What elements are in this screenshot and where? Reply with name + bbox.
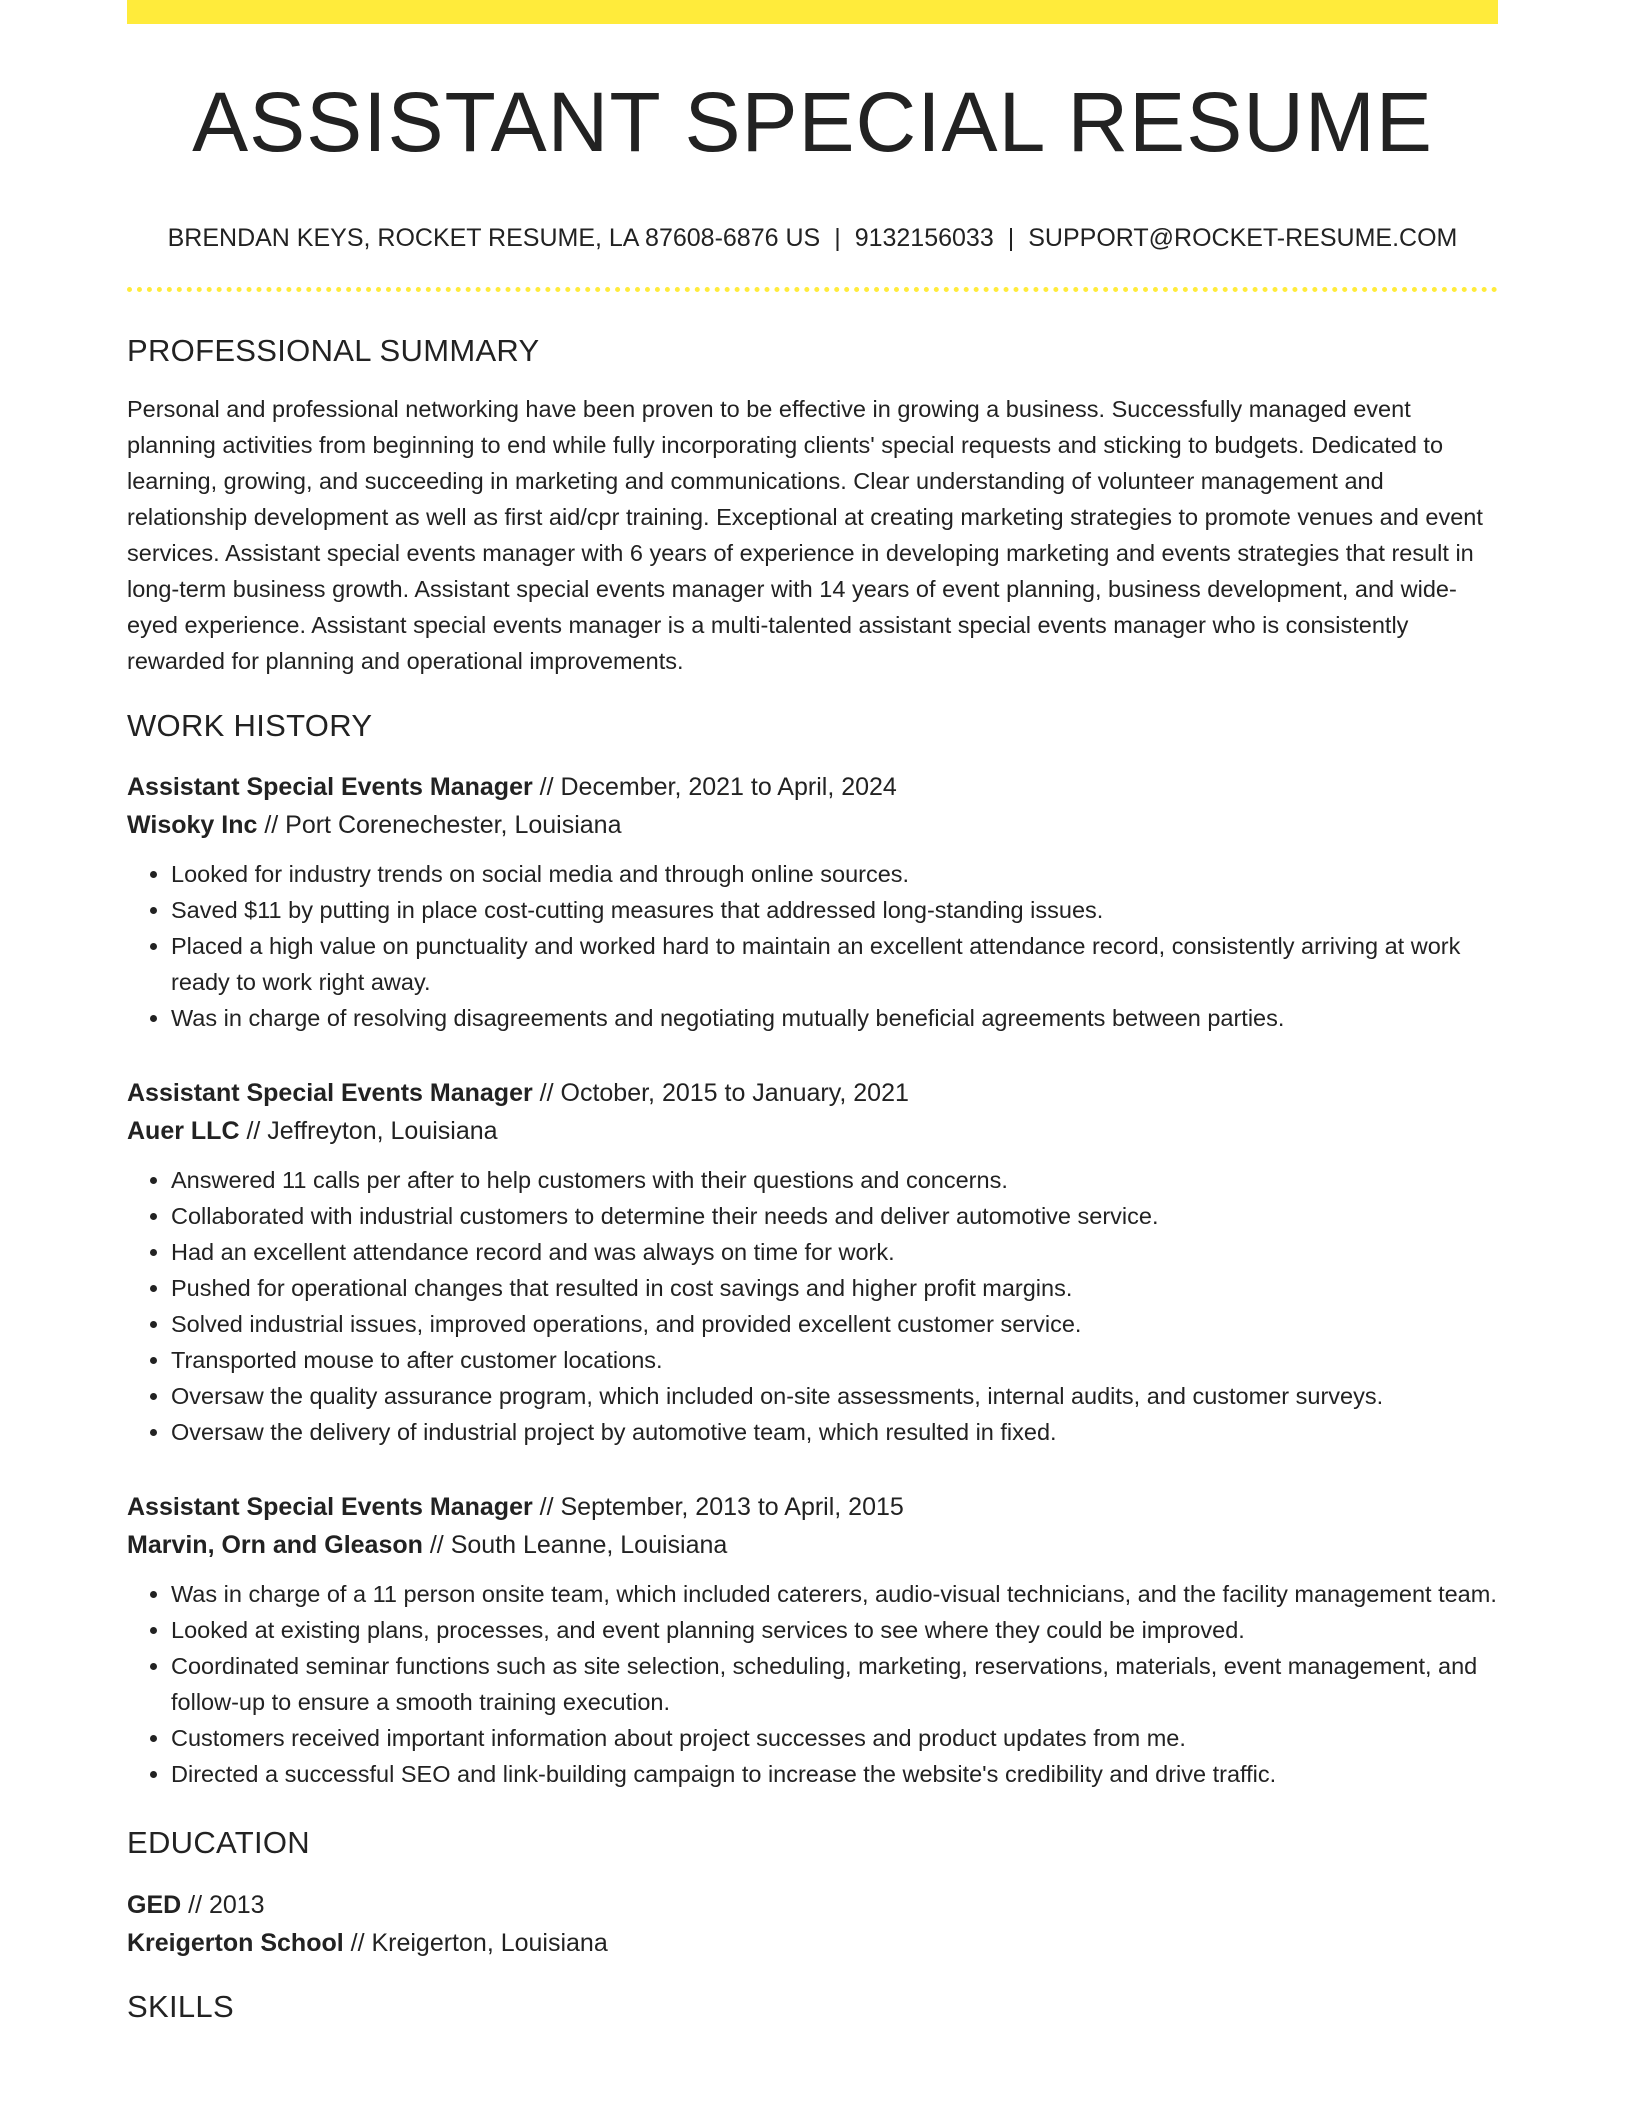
resume-page xyxy=(127,0,1498,2025)
education-location: // Kreigerton, Louisiana xyxy=(343,1928,608,1957)
job-location: // South Leanne, Louisiana xyxy=(422,1531,728,1560)
job-bullet: • Saved $11 by putting in place cost-cutting measures that addressed long-standing issues. xyxy=(171,892,1498,928)
job-dates: // September, 2013 to April, 2015 xyxy=(532,1493,904,1522)
summary-text: Personal and professional networking have been proven to be effective in growing a business. Successfully managed event planning activities from beginning to end while fully incorporating clients' special requests and sticking to budgets. Dedicated to learning, growing, and succeeding in marketing and communications. Clear understanding of volunteer management and relationship development as well as first aid/cpr training. Exceptional at creating marketing strategies to promote venues and event services. Assistant special events manager with 6 years of experience in developing marketing and events strategies that result in long-term business growth. Assistant special events manager with 14 years of event planning, business development, and wide-eyed experience. Assistant special events manager is a multi-talented assistant special events manager who is consistently rewarded for planning and operational improvements. xyxy=(127,396,1483,675)
job-dates: // December, 2021 to April, 2024 xyxy=(532,773,897,802)
job-bullet: • Answered 11 calls per after to help customers with their questions and concerns. xyxy=(171,1162,1498,1198)
dotted-divider xyxy=(127,287,1498,292)
job-title-line xyxy=(127,1488,1498,1526)
education-school-line xyxy=(127,1924,1498,1962)
job-bullet: • Solved industrial issues, improved operations, and provided excellent customer service. xyxy=(171,1306,1498,1342)
education-heading: EDUCATION xyxy=(127,1825,310,1861)
contact-separator: | xyxy=(834,224,841,252)
job-bullet: • Placed a high value on punctuality and worked hard to maintain an excellent attendance record, consistently arriving at work ready to work right away. xyxy=(171,928,1498,1000)
job-title-line xyxy=(127,768,1498,806)
job-bullets xyxy=(127,1576,1498,1792)
job-title-line xyxy=(127,1074,1498,1112)
job-title: Assistant Special Events Manager xyxy=(127,1079,533,1108)
resume-title: ASSISTANT SPECIAL RESUME xyxy=(192,75,1433,169)
job-bullet: • Coordinated seminar functions such as site selection, scheduling, marketing, reservations, materials, event management, and follow-up to ensure a smooth training execution. xyxy=(171,1648,1498,1720)
job-title: Assistant Special Events Manager xyxy=(127,773,533,802)
job-bullet: • Oversaw the delivery of industrial project by automotive team, which resulted in fixed. xyxy=(171,1414,1498,1450)
education-entry xyxy=(127,1886,1498,1962)
job-bullet: • Pushed for operational changes that resulted in cost savings and higher profit margins. xyxy=(171,1270,1498,1306)
contact-line xyxy=(127,223,1498,253)
job-bullet: • Oversaw the quality assurance program, which included on-site assessments, internal audits, and customer surveys. xyxy=(171,1378,1498,1414)
job-location: // Port Corenechester, Louisiana xyxy=(257,811,622,840)
contact-email: SUPPORT@ROCKET-RESUME.COM xyxy=(1028,224,1458,252)
job-entry xyxy=(127,1074,1498,1450)
job-bullets xyxy=(127,856,1498,1036)
education-school: Kreigerton School xyxy=(127,1928,344,1957)
job-location: // Jeffreyton, Louisiana xyxy=(239,1117,498,1146)
job-title: Assistant Special Events Manager xyxy=(127,1493,533,1522)
job-entry xyxy=(127,768,1498,1036)
job-company: Auer LLC xyxy=(127,1117,240,1146)
job-entry xyxy=(127,1488,1498,1792)
education-degree-line xyxy=(127,1886,1498,1924)
job-bullet: • Looked for industry trends on social media and through online sources. xyxy=(171,856,1498,892)
education-degree: GED xyxy=(127,1890,182,1919)
job-bullet: • Customers received important information about project successes and product updates from me. xyxy=(171,1720,1498,1756)
job-company-line xyxy=(127,1526,1498,1564)
job-company: Wisoky Inc xyxy=(127,811,258,840)
top-accent-bar xyxy=(127,0,1498,24)
job-bullet: • Was in charge of a 11 person onsite team, which included caterers, audio-visual technicians, and the facility management team. xyxy=(171,1576,1498,1612)
job-bullet: • Transported mouse to after customer locations. xyxy=(171,1342,1498,1378)
job-bullet: • Had an excellent attendance record and was always on time for work. xyxy=(171,1234,1498,1270)
job-dates: // October, 2015 to January, 2021 xyxy=(532,1079,909,1108)
contact-separator: | xyxy=(1007,224,1015,252)
skills-heading: SKILLS xyxy=(127,1988,234,2024)
job-company-line xyxy=(127,806,1498,844)
work-history-heading: WORK HISTORY xyxy=(127,708,373,744)
summary-heading: PROFESSIONAL SUMMARY xyxy=(127,333,540,368)
contact-phone: 9132156033 xyxy=(854,224,994,252)
contact-address: BRENDAN KEYS, ROCKET RESUME, LA 87608-6876 US xyxy=(167,224,821,252)
job-bullet: • Directed a successful SEO and link-building campaign to increase the website's credibility and drive traffic. xyxy=(171,1756,1498,1792)
job-bullets xyxy=(127,1162,1498,1450)
job-bullet: • Looked at existing plans, processes, and event planning services to see where they could be improved. xyxy=(171,1612,1498,1648)
education-year: // 2013 xyxy=(181,1890,265,1919)
job-company: Marvin, Orn and Gleason xyxy=(127,1531,423,1560)
job-bullet: • Was in charge of resolving disagreements and negotiating mutually beneficial agreements between parties. xyxy=(171,1000,1498,1036)
job-bullet: • Collaborated with industrial customers to determine their needs and deliver automotive service. xyxy=(171,1198,1498,1234)
job-company-line xyxy=(127,1112,1498,1150)
